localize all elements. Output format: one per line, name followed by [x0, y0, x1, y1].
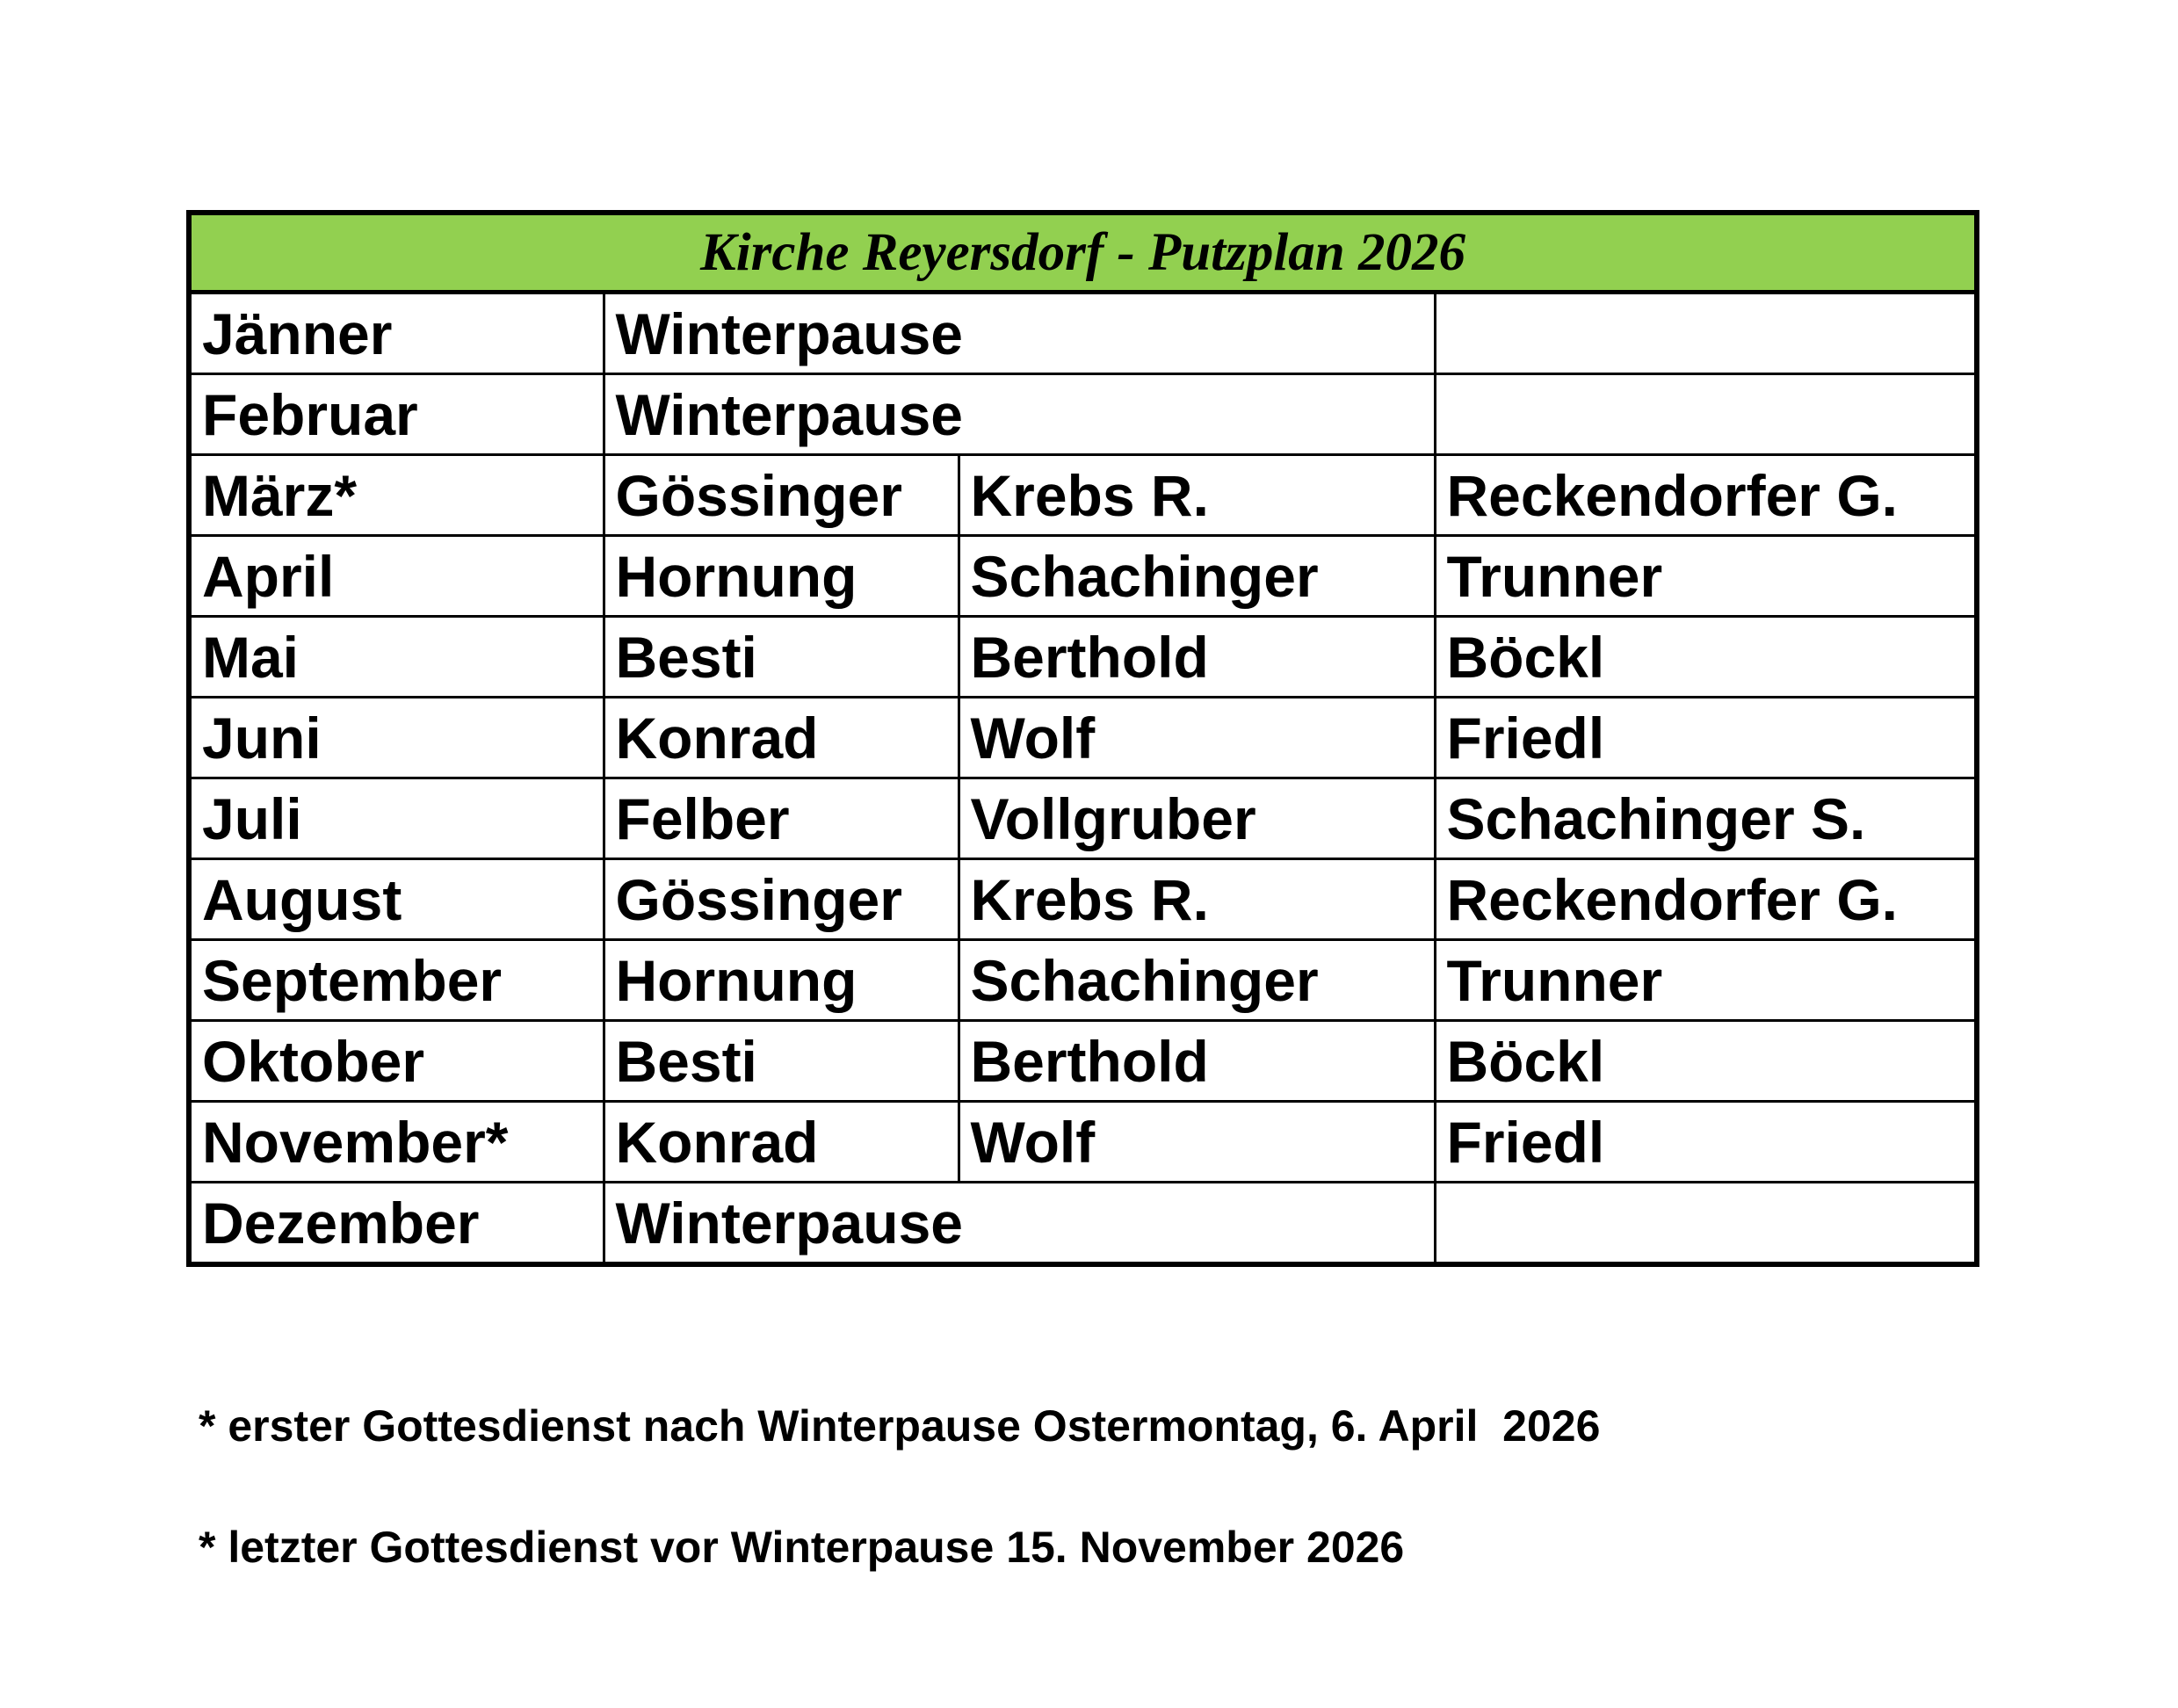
table-row: [189, 1102, 1977, 1183]
name-cell: Schachinger: [959, 536, 1435, 617]
name-cell: Besti: [604, 617, 959, 698]
table-title-row: [189, 213, 1977, 293]
month-cell: Juni: [189, 698, 604, 778]
name-cell: Gössinger: [604, 455, 959, 536]
name-cell: Trunner: [1435, 940, 1977, 1021]
status-cell: Winterpause: [604, 374, 1435, 455]
month-cell: Mai: [189, 617, 604, 698]
footnote-first-service: * erster Gottesdienst nach Winterpause Ostermontag, 6. April 2026: [199, 1401, 1601, 1451]
name-cell: Friedl: [1435, 1102, 1977, 1183]
month-cell: Jänner: [189, 293, 604, 374]
name-cell: Trunner: [1435, 536, 1977, 617]
name-cell: Wolf: [959, 698, 1435, 778]
table-row: [189, 617, 1977, 698]
table-row: [189, 374, 1977, 455]
table-row: [189, 1021, 1977, 1102]
name-cell: Hornung: [604, 940, 959, 1021]
table-row: [189, 859, 1977, 940]
month-cell: September: [189, 940, 604, 1021]
name-cell: Friedl: [1435, 698, 1977, 778]
name-cell: Wolf: [959, 1102, 1435, 1183]
empty-cell: [1435, 374, 1977, 455]
empty-cell: [1435, 1183, 1977, 1265]
name-cell: Vollgruber: [959, 778, 1435, 859]
footnote-last-service: * letzter Gottesdienst vor Winterpause 15. November 2026: [199, 1523, 1405, 1572]
name-cell: Konrad: [604, 698, 959, 778]
name-cell: Felber: [604, 778, 959, 859]
status-cell: Winterpause: [604, 1183, 1435, 1265]
table-row: [189, 1183, 1977, 1265]
table-row: [189, 778, 1977, 859]
month-cell: Oktober: [189, 1021, 604, 1102]
name-cell: Besti: [604, 1021, 959, 1102]
month-cell: April: [189, 536, 604, 617]
name-cell: Krebs R.: [959, 859, 1435, 940]
name-cell: Berthold: [959, 1021, 1435, 1102]
table-body: [189, 293, 1977, 1265]
table-row: [189, 940, 1977, 1021]
name-cell: Gössinger: [604, 859, 959, 940]
name-cell: Berthold: [959, 617, 1435, 698]
name-cell: Schachinger S.: [1435, 778, 1977, 859]
month-cell: Dezember: [189, 1183, 604, 1265]
name-cell: Reckendorfer G.: [1435, 859, 1977, 940]
empty-cell: [1435, 293, 1977, 374]
name-cell: Böckl: [1435, 1021, 1977, 1102]
name-cell: Hornung: [604, 536, 959, 617]
name-cell: Reckendorfer G.: [1435, 455, 1977, 536]
name-cell: Schachinger: [959, 940, 1435, 1021]
table-row: [189, 698, 1977, 778]
cleaning-schedule-table: [186, 210, 1979, 1267]
month-cell: März*: [189, 455, 604, 536]
table-title: Kirche Reyersdorf - Putzplan 2026: [189, 213, 1977, 293]
name-cell: Böckl: [1435, 617, 1977, 698]
month-cell: Februar: [189, 374, 604, 455]
name-cell: Konrad: [604, 1102, 959, 1183]
month-cell: Juli: [189, 778, 604, 859]
month-cell: August: [189, 859, 604, 940]
status-cell: Winterpause: [604, 293, 1435, 374]
table-row: [189, 455, 1977, 536]
month-cell: November*: [189, 1102, 604, 1183]
name-cell: Krebs R.: [959, 455, 1435, 536]
table-row: [189, 536, 1977, 617]
table-row: [189, 293, 1977, 374]
